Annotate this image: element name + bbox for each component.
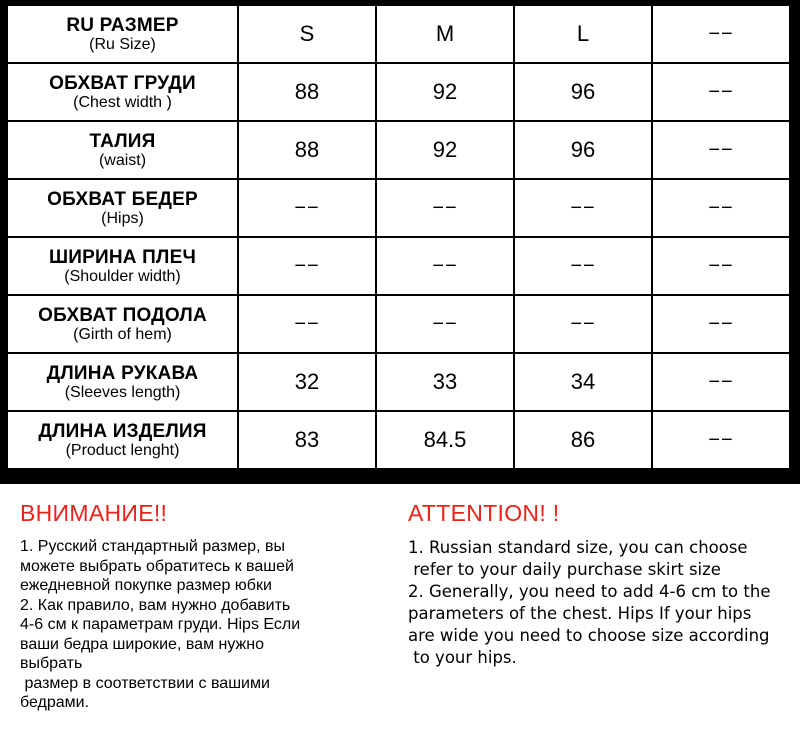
size-l-header: L [514,5,652,63]
size-m-header: M [376,5,514,63]
row-label-cell [7,295,238,353]
row-label: ТАЛИЯ [89,130,156,152]
size-s-header: S [238,5,376,63]
table-row [7,179,790,237]
note-heading-ru: ВНИМАНИЕ!! [20,500,168,526]
row-label: ШИРИНА ПЛЕЧ [48,246,196,268]
row-sublabel: (Product lenght) [65,441,180,459]
row-label: ДЛИНА ИЗДЕЛИЯ [38,420,207,442]
cell-value: −− [514,295,652,353]
cell-value: −− [376,295,514,353]
cell-value: 84.5 [376,411,514,469]
note-body-ru: 1. Русский стандартный размер, вы можете выбрать обратитесь к вашей ежедневной покупке размер юбки 2. Как правило, вам нужно добавить 4-6 см к параметрам груди. Hips Если ваши бедра широкие, вам нужно выбрать размер в соответствии с вашими бедрами. [20,538,301,711]
cell-value: 34 [514,353,652,411]
header-label-cell [7,5,238,63]
table-row [7,295,790,353]
row-label-cell [7,353,238,411]
table-header-row [7,5,790,63]
row-sublabel: (Chest width ) [73,93,172,111]
row-sublabel: (Sleeves length) [64,383,181,401]
size-extra-header: −− [652,5,790,63]
header-label: RU РАЗМЕР [66,14,179,36]
cell-value: −− [376,179,514,237]
cell-value: −− [652,295,790,353]
cell-value: 92 [376,121,514,179]
row-label-cell [7,411,238,469]
cell-value: −− [652,63,790,121]
cell-value: −− [238,295,376,353]
row-label-cell [7,237,238,295]
cell-value: −− [238,237,376,295]
row-label: ОБХВАТ ГРУДИ [49,72,196,94]
cell-value: 86 [514,411,652,469]
row-label: ДЛИНА РУКАВА [46,362,199,384]
cell-value: −− [376,237,514,295]
note-body-en: 1. Russian standard size, you can choose refer to your daily purchase skirt size 2. Generally, you need to add 4-6 cm to the parameters of the chest. Hips If your hips are wide you need to choose size according to your hips. [408,538,771,667]
row-sublabel: (waist) [98,151,147,169]
cell-value: 92 [376,63,514,121]
table-row [7,411,790,469]
note-heading-en: ATTENTION! ! [408,500,560,526]
row-label: ОБХВАТ ПОДОЛА [38,304,207,326]
note-english [408,500,788,669]
table-row [7,353,790,411]
cell-value: −− [652,179,790,237]
row-sublabel: (Girth of hem) [73,325,172,343]
notes-section [0,484,800,730]
cell-value: −− [514,179,652,237]
cell-value: −− [652,353,790,411]
cell-value: −− [238,179,376,237]
row-label: ОБХВАТ БЕДЕР [47,188,198,210]
cell-value: 96 [514,121,652,179]
cell-value: 88 [238,63,376,121]
cell-value: 33 [376,353,514,411]
note-russian [20,500,380,713]
size-table [6,4,791,470]
cell-value: 83 [238,411,376,469]
row-sublabel: (Shoulder width) [64,267,181,285]
row-label-cell [7,179,238,237]
cell-value: −− [514,237,652,295]
row-sublabel: (Hips) [101,209,144,227]
cell-value: 88 [238,121,376,179]
cell-value: −− [652,237,790,295]
header-sublabel: (Ru Size) [89,35,156,53]
table-row [7,121,790,179]
row-label-cell [7,63,238,121]
table-row [7,63,790,121]
cell-value: 96 [514,63,652,121]
table-row [7,237,790,295]
cell-value: −− [652,411,790,469]
row-label-cell [7,121,238,179]
cell-value: 32 [238,353,376,411]
cell-value: −− [652,121,790,179]
